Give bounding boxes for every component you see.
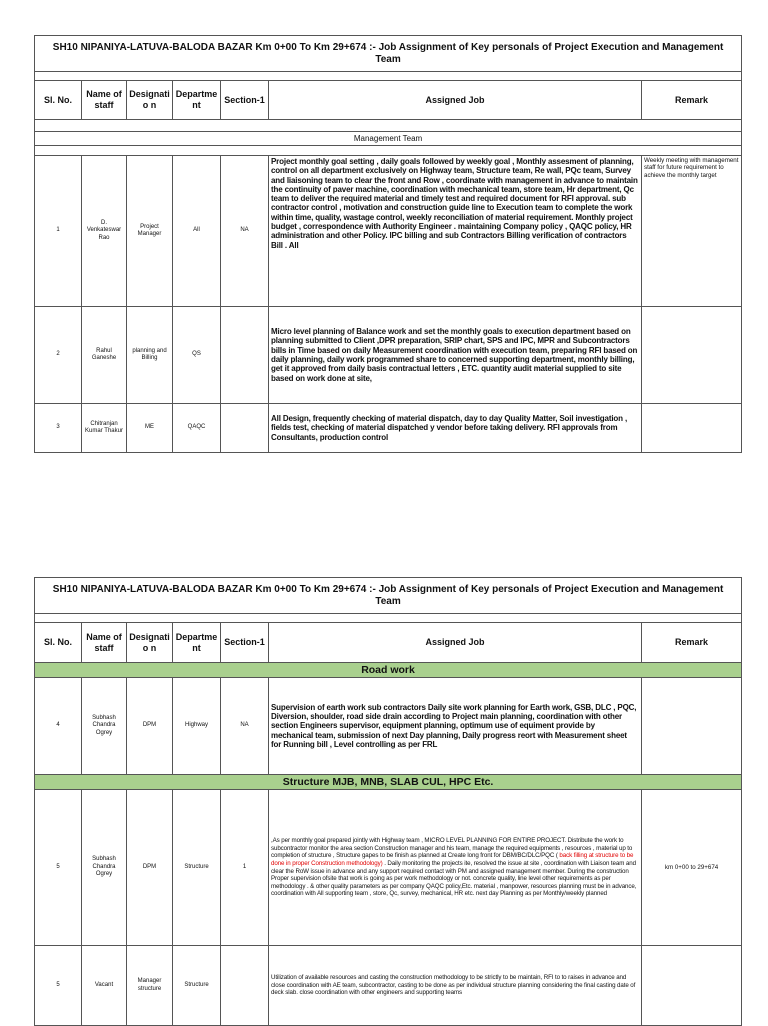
table-row	[35, 678, 742, 775]
cell-section	[221, 946, 269, 1026]
assignment-table-1	[34, 35, 742, 453]
cell-name: Vacant	[82, 946, 127, 1026]
cell-sl-no: 2	[35, 307, 82, 404]
cell-department: QS	[173, 307, 221, 404]
cell-department: Structure	[173, 790, 221, 946]
job-text: . Daily monitoring the projects ite, resolved the issue at site , coordination with Liaison team and clear the RoW issue in advance and any support required contact with PM and assigned management member. During the construction Proper supervision ofsite that work is going as per work methodology or not. concrete quality, line level other requirements as per methodology . & other quality parameters as per company QAQC policy,Etc. material , manpower, resources planning must be in advance, coordination with All supporting team , store, Qc, survey, mechanical, HR etc. next day Planning as per Monthly/weekly planned	[271, 859, 637, 898]
cell-remark	[642, 678, 742, 775]
header-department: Departme nt	[173, 623, 221, 663]
cell-assigned-job: All Design, frequently checking of material dispatch, day to day Quality Matter, Soil investigation , fields test, checking of material dispatched y vendor before taking delivery. RFI approvals from Consultants, production control	[269, 404, 642, 453]
cell-designation: DPM	[127, 678, 173, 775]
header-assigned-job: Assigned Job	[269, 81, 642, 120]
sheet-management-team	[34, 35, 741, 453]
cell-assigned-job: Utilization of available resources and casting the construction methodology to be strictly to be maintain, RFI to to raises in advance and close coordination with AE team, subcontractor, casting to be done as per individual structure planning considering the final casting date of deck slab. close coordination with other engineers and supporting teams	[269, 946, 642, 1026]
cell-section	[221, 307, 269, 404]
cell-name: Subhash Chandra Ogrey	[82, 790, 127, 946]
cell-designation: Manager structure	[127, 946, 173, 1026]
cell-department: All	[173, 156, 221, 307]
cell-department: QAQC	[173, 404, 221, 453]
cell-remark: km 0+00 to 29+674	[642, 790, 742, 946]
job-text: ,As per monthly goal prepared jointly with Highway team , MICRO LEVEL PLANNING FOR ENTIRE PROJECT. Distribute the work to subcontractor monitor the area section Construction manager and his team, manage the required equipments , resources , material up to completion of structure , Structure gapes to be finish as planned at Create long front for DBM/BC/DLC/PQC (	[271, 837, 633, 860]
header-department: Departme nt	[173, 81, 221, 120]
cell-section: NA	[221, 678, 269, 775]
assignment-table-2	[34, 577, 742, 1026]
cell-assigned-job: Supervision of earth work sub contractors Daily site work planning for Earth work, GSB, DLC , PQC, Diversion, shoulder, road side drain according to Project main planning, coordination with other section Engineers supervisor, equipment planning, optimum use of equiment provide by mechanical team, submission of next Day planning, Daily progress reort with Measurement sheet for Running bill , Level controlling as per FRL	[269, 678, 642, 775]
cell-sl-no: 5	[35, 946, 82, 1026]
table-row	[35, 307, 742, 404]
cell-name: Subhash Chandra Ogrey	[82, 678, 127, 775]
cell-section	[221, 404, 269, 453]
header-remark: Remark	[642, 623, 742, 663]
header-designation: Designatio n	[127, 623, 173, 663]
cell-section: 1	[221, 790, 269, 946]
cell-name: Rahul Ganeshe	[82, 307, 127, 404]
sheet-road-and-structure	[34, 577, 741, 1026]
cell-section: NA	[221, 156, 269, 307]
header-section: Section-1	[221, 81, 269, 120]
header-sl-no: Sl. No.	[35, 81, 82, 120]
page-title: SH10 NIPANIYA-LATUVA-BALODA BAZAR Km 0+00 To Km 29+674 :- Job Assignment of Key personals of Project Execution and Management Team	[35, 36, 742, 72]
job-highlight-text: back filling at structure to be done in proper Construction methodology)	[271, 852, 634, 867]
cell-remark	[642, 307, 742, 404]
header-assigned-job: Assigned Job	[269, 623, 642, 663]
spacer-row	[35, 614, 742, 623]
section-title-management: Management Team	[35, 132, 742, 146]
header-section: Section-1	[221, 623, 269, 663]
cell-designation: planning and Billing	[127, 307, 173, 404]
cell-sl-no: 5	[35, 790, 82, 946]
cell-remark	[642, 946, 742, 1026]
cell-name: Chitranjan Kumar Thakur	[82, 404, 127, 453]
cell-sl-no: 1	[35, 156, 82, 307]
header-remark: Remark	[642, 81, 742, 120]
header-designation: Designatio n	[127, 81, 173, 120]
cell-designation: DPM	[127, 790, 173, 946]
cell-remark: Weekly meeting with management staff for future requirement to achieve the monthly target	[642, 156, 742, 307]
cell-sl-no: 3	[35, 404, 82, 453]
table-row	[35, 404, 742, 453]
cell-designation: ME	[127, 404, 173, 453]
spacer-row	[35, 146, 742, 156]
header-name: Name of staff	[82, 81, 127, 120]
cell-assigned-job: Project monthly goal setting , daily goals followed by weekly goal , Monthly assesment of planning, control on all department exclusively on Highway team, Structure team, Re wall, PQc team, Survey and liaisoning team to clear the front and Row , coordinate with management in advance to maintain the continuity of paver machine, coordination with mechanical team, store team, Hr department, Qc team to deliver the required material and timely test and required document for RFI approval. sub contractor control , motivation and construction guide line to Execution team to complete the work within time, quality, wastage control, weekly reconciliation of material requirement. Monthly project budget , correspondence with Authority Engineer . maintaining Company policy , QAQC policy, HR administration and other Policy. IPC billing and sub Contractors Billing verification of contractors Bill . All	[269, 156, 642, 307]
cell-designation: Project Manager	[127, 156, 173, 307]
table-row	[35, 156, 742, 307]
spacer-row	[35, 120, 742, 132]
section-title-structure: Structure MJB, MNB, SLAB CUL, HPC Etc.	[35, 775, 742, 790]
table-row	[35, 790, 742, 946]
cell-assigned-job	[269, 790, 642, 946]
header-sl-no: Sl. No.	[35, 623, 82, 663]
cell-department: Highway	[173, 678, 221, 775]
cell-remark	[642, 404, 742, 453]
section-title-road-work: Road work	[35, 663, 742, 678]
cell-assigned-job: Micro level planning of Balance work and set the monthly goals to execution department based on planning submitted to Client ,DPR preparation, SRIP chart, SPS and IPC, MPR and Subcontractors bills in Time based on daily Measurement coordination with execution team, preparing RFI based on daily planning, daily work programmed share to concerned supporting department, monthly billing, get it approved from daily basis contractual letters , ETC. quantity audit material supplied to site based on work done at site,	[269, 307, 642, 404]
cell-name: D. Venkateswar Rao	[82, 156, 127, 307]
header-name: Name of staff	[82, 623, 127, 663]
cell-department: Structure	[173, 946, 221, 1026]
cell-sl-no: 4	[35, 678, 82, 775]
table-row	[35, 946, 742, 1026]
page-title: SH10 NIPANIYA-LATUVA-BALODA BAZAR Km 0+00 To Km 29+674 :- Job Assignment of Key personals of Project Execution and Management Team	[35, 578, 742, 614]
spacer-row	[35, 72, 742, 81]
